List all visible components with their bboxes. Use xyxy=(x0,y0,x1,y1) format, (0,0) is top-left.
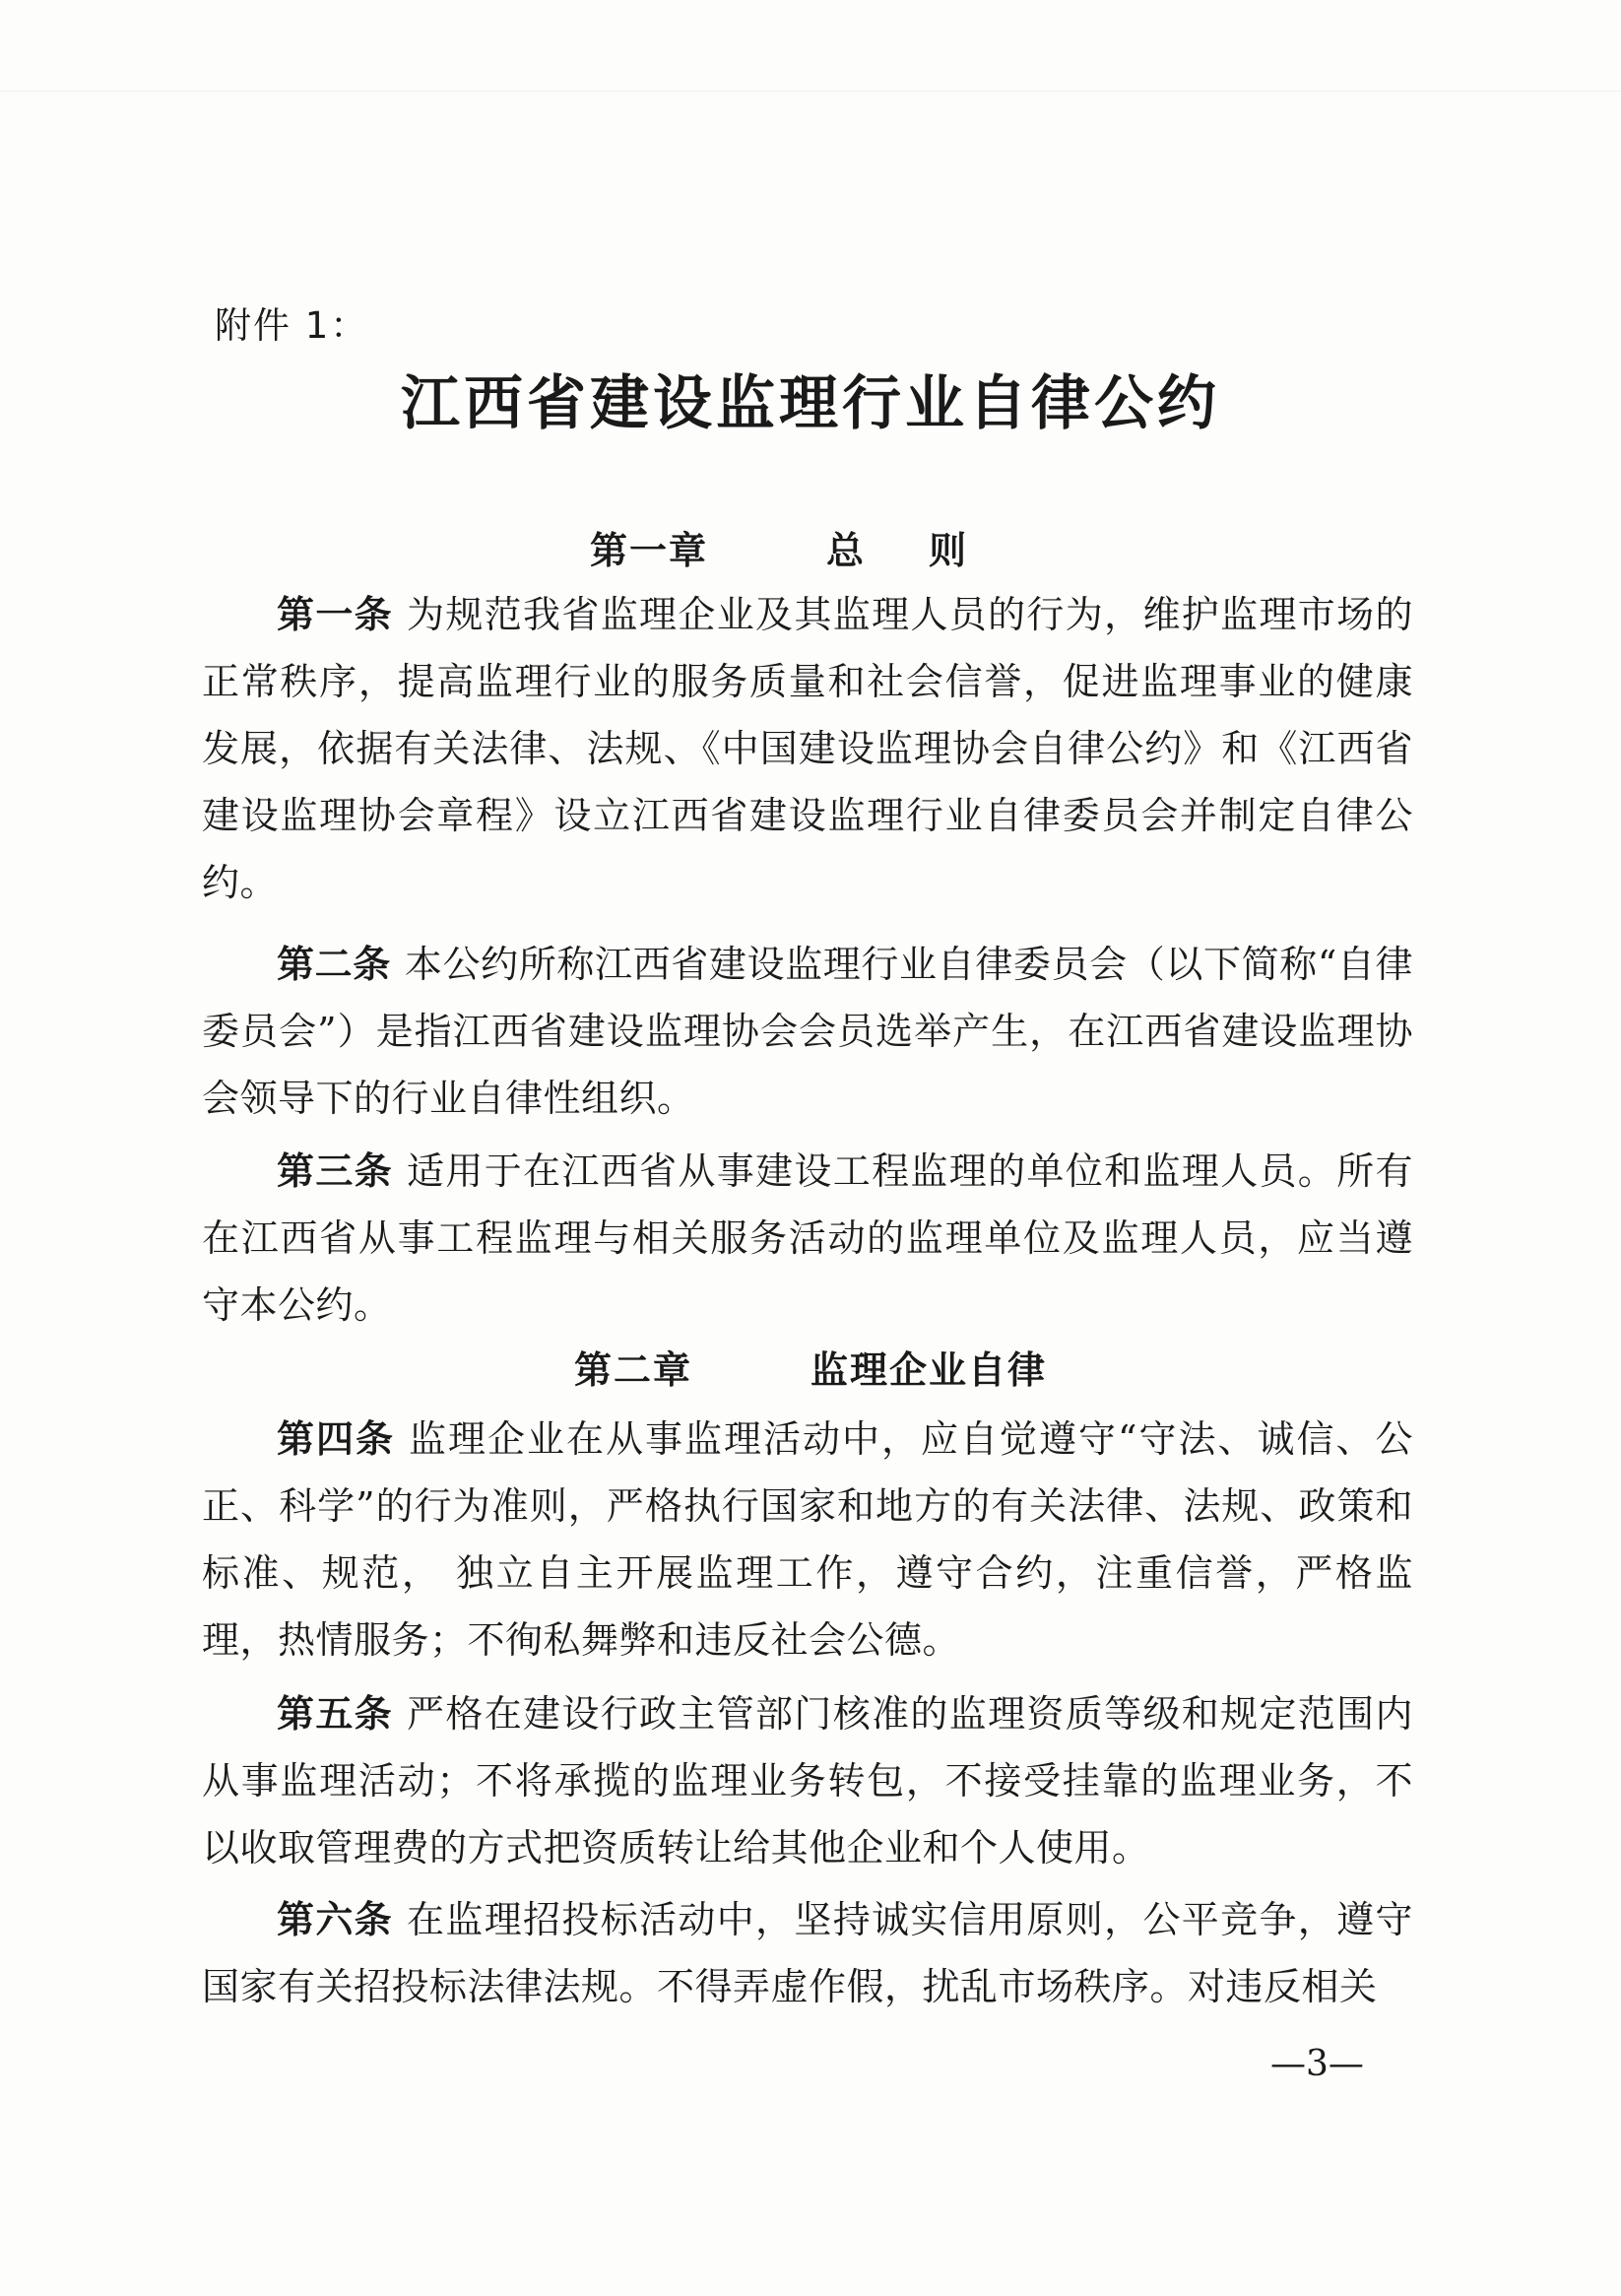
chapter-name: 监理企业自律 xyxy=(810,1348,1048,1392)
page-number: —3— xyxy=(1270,2044,1364,2084)
article-text: 为规范我省监理企业及其监理人员的行为，维护监理市场的正常秩序，提高监理行业的服务质量和社会信誉，促进监理事业的健康发展，依据有关法律、法规、《中国建设监理协会自律公约》和《江西省建设监理协会章程》设立江西省建设监理行业自律委员会并制定自律公约。 xyxy=(202,593,1413,904)
scan-artifact-line xyxy=(0,91,1621,92)
article-text: 本公约所称江西省建设监理行业自律委员会（以下简称“自律委员会”）是指江西省建设监理协会会员选举产生，在江西省建设监理协会领导下的行业自律性组织。 xyxy=(202,943,1413,1120)
article-number: 第六条 xyxy=(277,1898,394,1941)
article-number: 第三条 xyxy=(277,1149,394,1193)
chapter-number: 第二章 xyxy=(573,1348,692,1392)
chapter-name: 总则 xyxy=(826,529,1032,572)
chapter-heading-1 xyxy=(0,520,1621,574)
article-number: 第二条 xyxy=(277,943,391,986)
article-3 xyxy=(202,1138,1413,1339)
article-text: 在监理招投标活动中，坚持诚实信用原则，公平竞争，遵守国家有关招投标法律法规。不得弄虚作假，扰乱市场秩序。对违反相关 xyxy=(202,1898,1413,2008)
chapter-heading-2 xyxy=(0,1340,1621,1394)
document-title: 江西省建设监理行业自律公约 xyxy=(401,369,1220,438)
attachment-label: 附件 1： xyxy=(215,304,369,347)
article-6 xyxy=(202,1886,1413,2020)
article-5 xyxy=(202,1680,1413,1881)
article-2 xyxy=(202,931,1413,1132)
article-4 xyxy=(202,1406,1413,1673)
article-number: 第一条 xyxy=(277,593,394,636)
article-text: 严格在建设行政主管部门核准的监理资质等级和规定范围内从事监理活动；不将承揽的监理业务转包，不接受挂靠的监理业务，不以收取管理费的方式把资质转让给其他企业和个人使用。 xyxy=(202,1692,1413,1870)
article-number: 第四条 xyxy=(277,1417,396,1461)
article-text: 适用于在江西省从事建设工程监理的单位和监理人员。所有在江西省从事工程监理与相关服务活动的监理单位及监理人员，应当遵守本公约。 xyxy=(202,1149,1413,1327)
chapter-number: 第一章 xyxy=(589,529,708,572)
article-number: 第五条 xyxy=(277,1692,394,1736)
article-1 xyxy=(202,581,1413,916)
article-text: 监理企业在从事监理活动中，应自觉遵守“守法、诚信、公正、科学”的行为准则，严格执行国家和地方的有关法律、法规、政策和标准、规范， 独立自主开展监理工作，遵守合约，注重信誉，严格监理，热情服务；不徇私舞弊和违反社会公德。 xyxy=(202,1417,1413,1662)
